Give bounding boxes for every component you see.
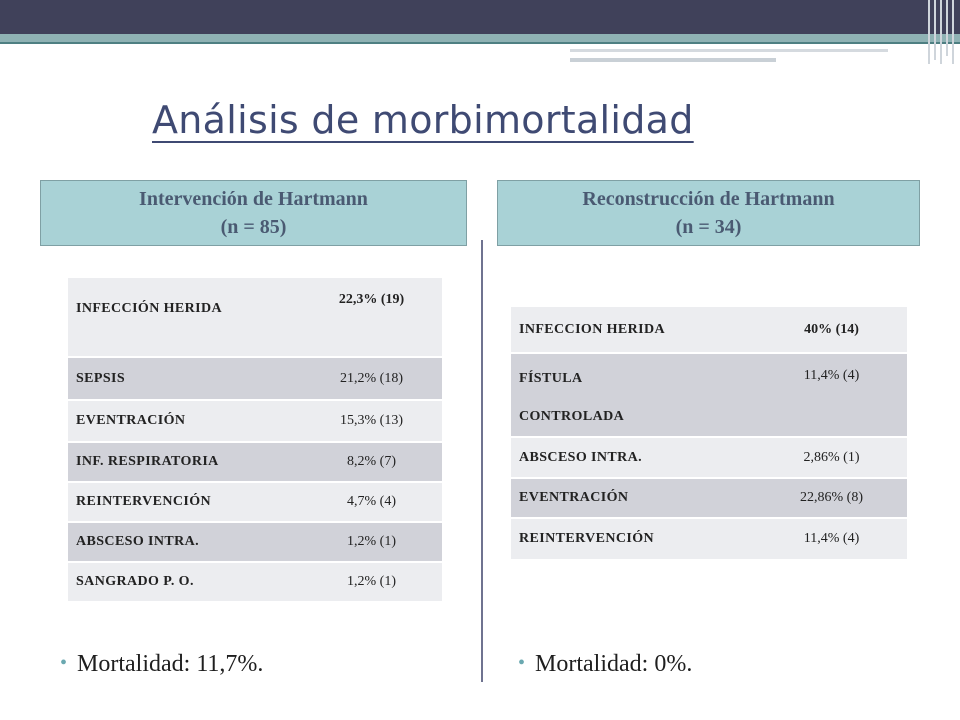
row-value: 11,4% (4) xyxy=(756,518,907,560)
table-row xyxy=(68,562,442,602)
right-header-title: Reconstrucción de Hartmann xyxy=(582,188,835,210)
row-value: 4,7% (4) xyxy=(301,482,442,522)
row-label: EVENTRACIÓN xyxy=(511,478,756,518)
top-accent-stripe xyxy=(0,34,960,42)
mortality-text: Mortalidad: 11,7%. xyxy=(77,651,264,677)
decorative-line xyxy=(570,49,888,52)
row-value: 22,3% (19) xyxy=(301,278,442,357)
row-value: 8,2% (7) xyxy=(301,442,442,482)
decorative-line xyxy=(570,58,776,62)
table-row xyxy=(68,400,442,442)
table-row xyxy=(511,478,907,518)
row-value: 21,2% (18) xyxy=(301,357,442,400)
table-row xyxy=(68,278,442,357)
row-label: SEPSIS xyxy=(68,357,301,400)
bullet-dot-icon: • xyxy=(60,652,68,674)
left-header-count: (n = 85) xyxy=(220,216,287,238)
row-value: 1,2% (1) xyxy=(301,522,442,562)
left-group-header xyxy=(40,180,467,246)
bullet-dot-icon: • xyxy=(518,652,526,674)
right-morbidity-table xyxy=(511,307,907,561)
row-label: EVENTRACIÓN xyxy=(68,400,301,442)
row-label: SANGRADO P. O. xyxy=(68,562,301,602)
table-row xyxy=(511,307,907,353)
table-row xyxy=(511,437,907,478)
row-label: INF. RESPIRATORIA xyxy=(68,442,301,482)
row-value: 1,2% (1) xyxy=(301,562,442,602)
table-row xyxy=(511,353,907,437)
right-header-count: (n = 34) xyxy=(675,216,742,238)
row-label: ABSCESO INTRA. xyxy=(511,437,756,478)
corner-stripes xyxy=(926,0,960,64)
top-accent-line xyxy=(0,42,960,44)
row-value: 22,86% (8) xyxy=(756,478,907,518)
row-value: 11,4% (4) xyxy=(756,353,907,437)
table-row xyxy=(68,522,442,562)
row-value: 2,86% (1) xyxy=(756,437,907,478)
slide-title: Análisis de morbimortalidad xyxy=(152,98,694,142)
row-label: REINTERVENCIÓN xyxy=(68,482,301,522)
left-header-title: Intervención de Hartmann xyxy=(139,188,368,210)
row-label: ABSCESO INTRA. xyxy=(68,522,301,562)
mortality-text: Mortalidad: 0%. xyxy=(535,651,693,677)
right-group-header xyxy=(497,180,920,246)
table-row xyxy=(68,442,442,482)
row-value: 15,3% (13) xyxy=(301,400,442,442)
right-mortality-bullet xyxy=(518,651,692,678)
left-mortality-bullet xyxy=(60,651,263,678)
top-banner xyxy=(0,0,960,34)
column-divider xyxy=(481,240,483,682)
row-label: INFECCIÓN HERIDA xyxy=(68,278,301,357)
table-row xyxy=(68,357,442,400)
row-label: INFECCION HERIDA xyxy=(511,307,756,353)
left-morbidity-table xyxy=(68,278,442,603)
row-label: REINTERVENCIÓN xyxy=(511,518,756,560)
row-value: 40% (14) xyxy=(756,307,907,353)
row-label: FÍSTULA CONTROLADA xyxy=(511,353,756,437)
table-row xyxy=(511,518,907,560)
table-row xyxy=(68,482,442,522)
